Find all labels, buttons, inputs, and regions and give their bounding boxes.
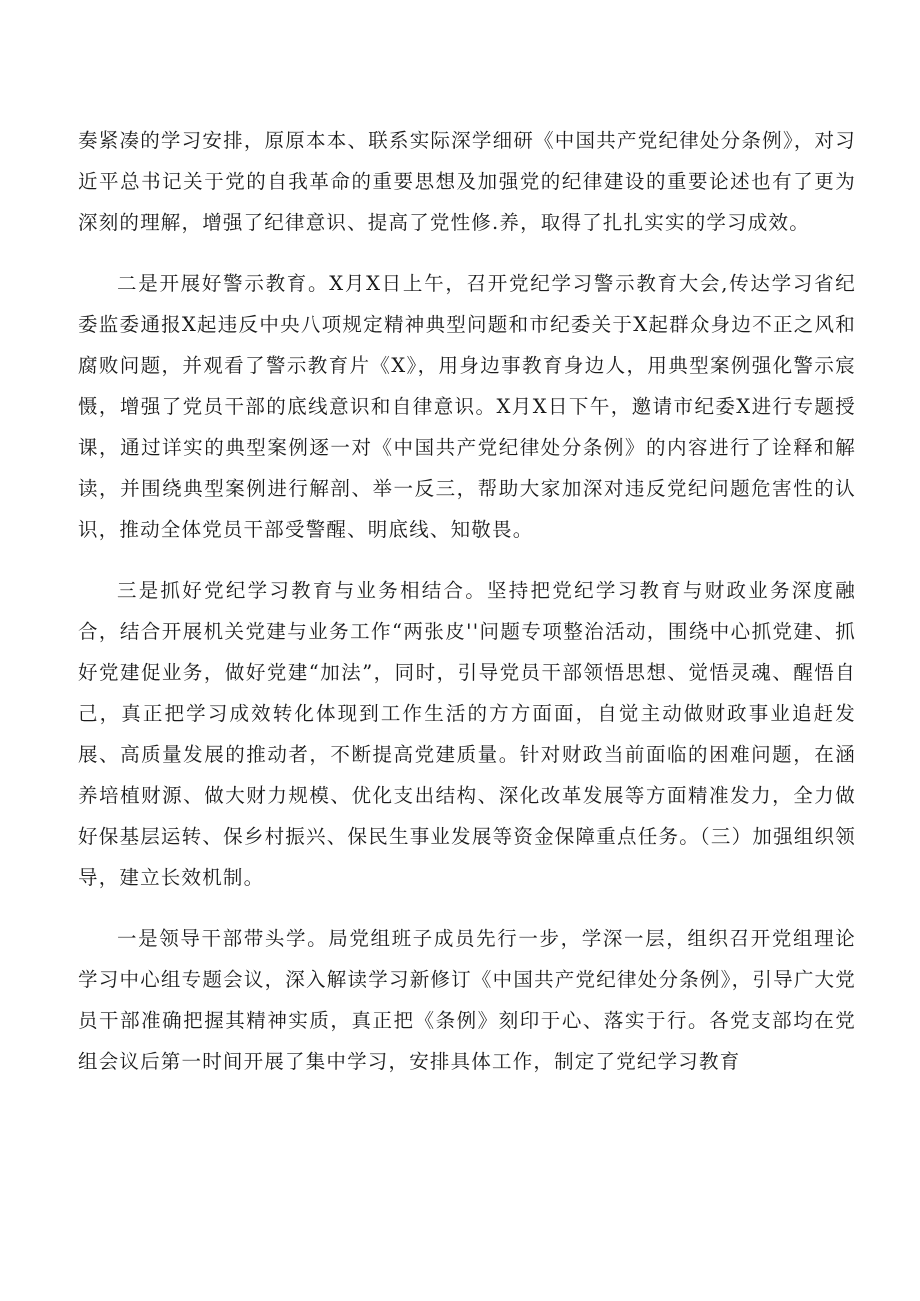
paragraph-leaders-study: 一是领导干部带头学。局党组班子成员先行一步，学深一层，组织召开党组理论学习中心组专题会议，深入解读学习新修订《中国共产党纪律处分条例》，引导广大党员干部准确把握其精神实质，真正把《条例》刻印于心、落实于行。各党支部均在党组会议后第一时间开展了集中学习，安排具体工作，制定了党纪学习教育 [78,927,856,1073]
document-body [78,120,856,1102]
paragraph-business-integration: 三是抓好党纪学习教育与业务相结合。坚持把党纪学习教育与财政业务深度融合，结合开展机关党建与业务工作“两张皮''问题专项整治活动，围绕中心抓党建、抓好党建促业务，做好党建“加法”，同时，引导党员干部领悟思想、觉悟灵魂、醒悟自己，真正把学习成效转化体现到工作生活的方方面面，自觉主动做财政事业追赶发展、高质量发展的推动者，不断提高党建质量。针对财政当前面临的困难问题，在涵养培植财源、做大财力规模、优化支出结构、深化改革发展等方面精准发力，全力做好保基层运转、保乡村振兴、保民生事业发展等资金保障重点任务。（三）加强组织领导，建立长效机制。 [78,579,856,889]
paragraph-warning-education: 二是开展好警示教育。X月X日上午，召开党纪学习警示教育大会,传达学习省纪委监委通报X起违反中央八项规定精神典型问题和市纪委关于X起群众身边不正之风和腐败问题，并观看了警示教育片《X》，用身边事教育身边人，用典型案例强化警示宸慑，增强了党员干部的底线意识和自律意识。X月X日下午，邀请市纪委X进行专题授课，通过详实的典型案例逐一对《中国共产党纪律处分条例》的内容进行了诠释和解读，并围绕典型案例进行解剖、举一反三，帮助大家加深对违反党纪问题危害性的认识，推动全体党员干部受警醒、明底线、知敬畏。 [78,272,856,541]
paragraph-continuation: 奏紧凑的学习安排，原原本本、联系实际深学细研《中国共产党纪律处分条例》，对习近平总书记关于党的自我革命的重要思想及加强党的纪律建设的重要论述也有了更为深刻的理解，增强了纪律意识、提高了党性修.养，取得了扎扎实实的学习成效。 [78,129,856,234]
